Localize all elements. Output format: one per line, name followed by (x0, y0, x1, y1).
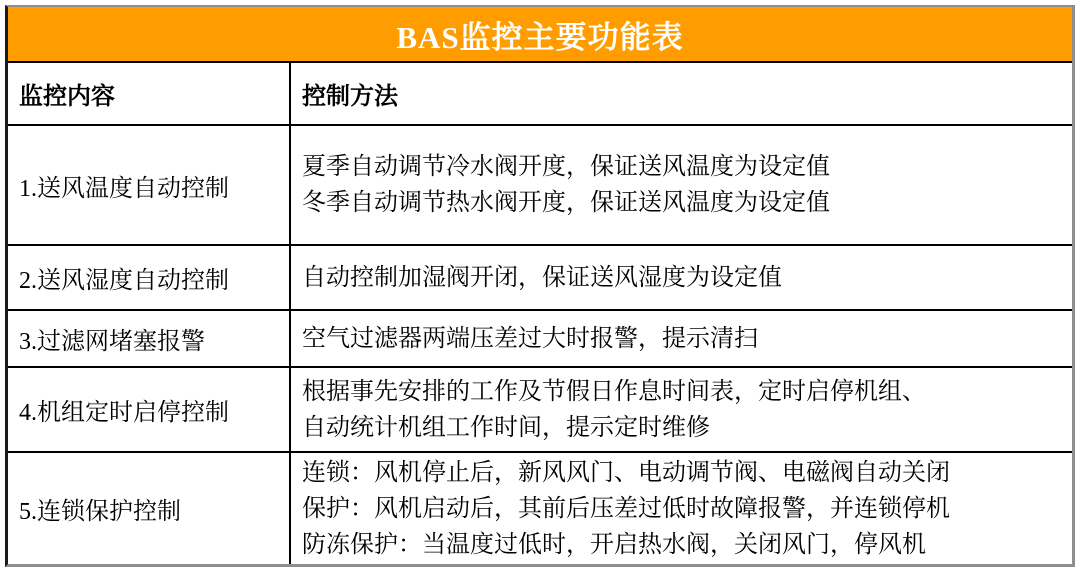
table-row (8, 367, 1072, 452)
table-row (8, 245, 1072, 310)
row-content-cell: 5.连锁保护控制 (8, 452, 290, 564)
table-row (8, 310, 1072, 367)
method-line: 自动统计机组工作时间，提示定时维修 (302, 414, 710, 441)
method-line: 保护：风机启动后，其前后压差过低时故障报警，并连锁停机 (302, 495, 950, 522)
method-line: 夏季自动调节冷水阀开度，保证送风温度为设定值 (302, 154, 830, 180)
column-header-method: 控制方法 (290, 63, 1072, 125)
bas-function-table (8, 63, 1072, 564)
table-title-bar (8, 7, 1072, 63)
method-line: 冬季自动调节热水阀开度，保证送风温度为设定值 (302, 190, 830, 216)
method-line: 自动控制加湿阀开闭，保证送风湿度为设定值 (302, 264, 782, 291)
table-row (8, 452, 1072, 564)
column-header-content: 监控内容 (8, 63, 290, 125)
row-method-cell (290, 367, 1072, 452)
row-method-cell (290, 310, 1072, 367)
method-line: 根据事先安排的工作及节假日作息时间表，定时启停机组、 (302, 378, 926, 405)
row-method-cell (290, 452, 1072, 564)
row-content-cell: 4.机组定时启停控制 (8, 367, 290, 452)
method-line: 连锁：风机停止后，新风风门、电动调节阀、电磁阀自动关闭 (302, 459, 950, 486)
table-title: BAS监控主要功能表 (396, 19, 684, 55)
column-header-row (8, 63, 1072, 125)
table-row (8, 125, 1072, 245)
row-content-cell: 2.送风湿度自动控制 (8, 245, 290, 310)
row-content-cell: 3.过滤网堵塞报警 (8, 310, 290, 367)
row-method-cell (290, 125, 1072, 245)
method-line: 空气过滤器两端压差过大时报警，提示清扫 (302, 325, 758, 352)
table-frame (5, 5, 1075, 567)
row-content-cell: 1.送风温度自动控制 (8, 125, 290, 245)
method-line: 防冻保护：当温度过低时，开启热水阀，关闭风门，停风机 (302, 531, 926, 558)
row-method-cell (290, 245, 1072, 310)
